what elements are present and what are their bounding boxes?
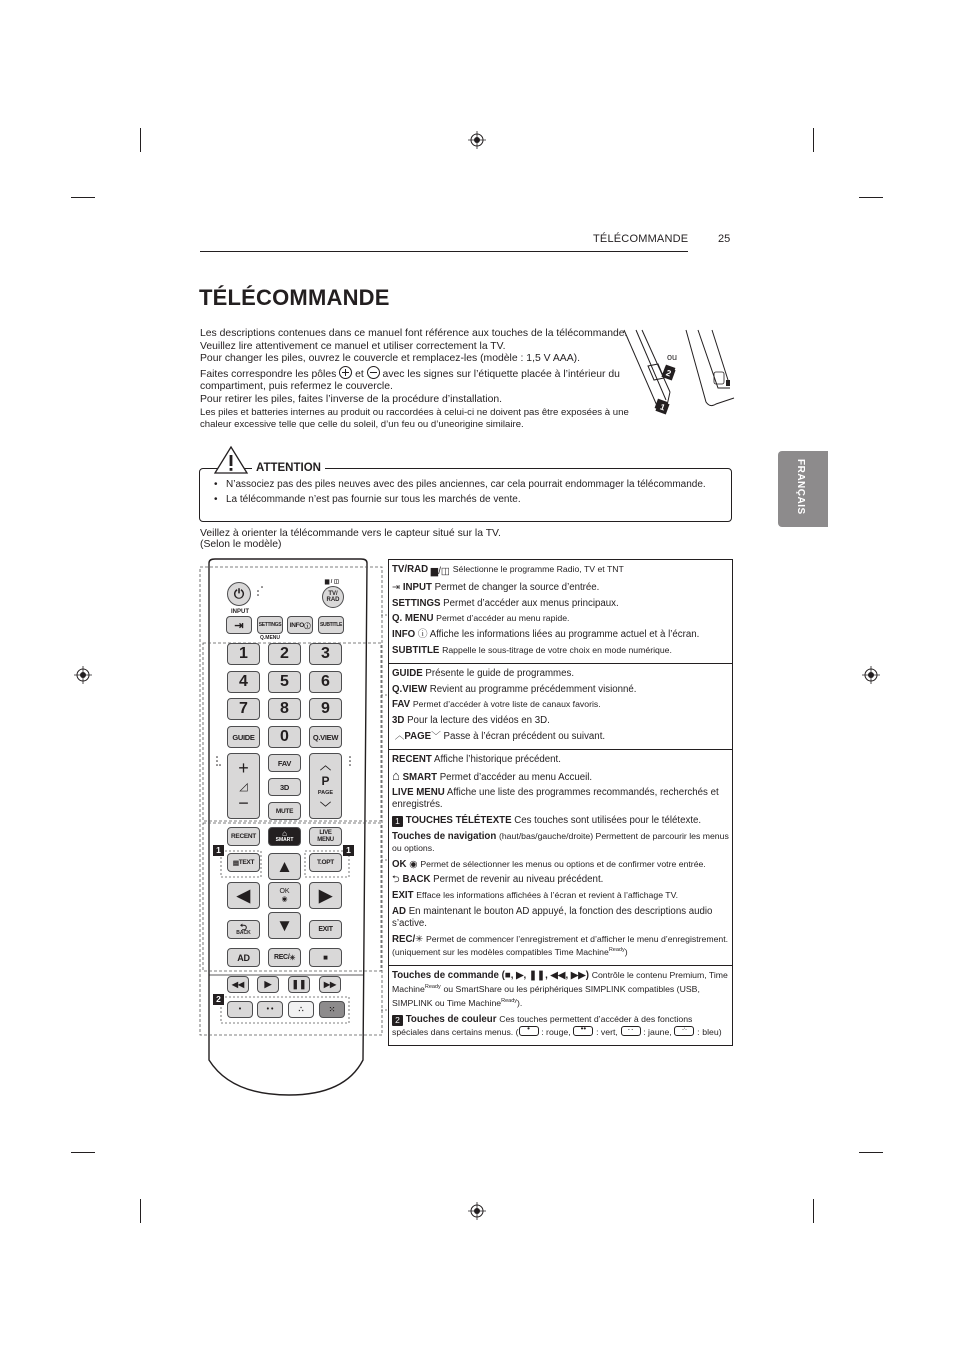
volume-rocker[interactable] — [227, 753, 260, 819]
desc-superscript: Ready — [424, 984, 441, 991]
fast-forward-icon: ▶▶ — [323, 980, 337, 989]
desc-item-rec — [392, 934, 729, 960]
battery-or-label: ou — [667, 352, 678, 362]
arrow-right-icon: ▶ — [318, 885, 333, 905]
arrow-up-icon: ▲ — [276, 856, 293, 876]
play-icon: ▶ — [264, 979, 272, 989]
desc-key: Q. MENU — [392, 613, 434, 625]
desc-text: Permet de commencer l’enregistrement et d’afficher le menu d’enregistrement.(uniquement sur les modèles compatibles Time Machine — [392, 933, 729, 958]
desc-text: ou SmartShare ou les périphériques SIMPLINK compatibles (USB, SIMPLINK ou Time Machine — [392, 984, 700, 1009]
desc-key: Q.VIEW — [392, 683, 427, 695]
rec-label: REC/ — [273, 954, 290, 961]
desc-text: (haut/bas/gauche/droite) Permettent de parcourir les menus ou options. — [392, 830, 729, 853]
yellow-key-icon — [621, 1026, 641, 1036]
tv-radio-icon: ▆/◫ — [430, 566, 451, 577]
blue-key-icon — [674, 1026, 694, 1036]
desc-item-tvrad — [392, 564, 729, 578]
fav-button[interactable]: FAV — [268, 754, 301, 772]
marker-1-icon: 1 — [392, 816, 403, 827]
desc-item-page — [392, 731, 729, 743]
intro-paragraph: Les piles et batteries internes au produit ou raccordées à celui-ci ne doivent pas être exposées à une chaleur excessive telle que celle du soleil, d’un feu ou d’uneorigine similaire. — [200, 406, 629, 431]
desc-key: GUIDE — [392, 667, 423, 679]
input-icon: ⇥ — [392, 581, 401, 593]
key-description-table — [388, 559, 733, 1046]
topt-button[interactable]: T.OPT — [309, 853, 342, 872]
desc-text: Permet d’accéder à votre liste de canaux favoris. — [412, 699, 601, 710]
mute-button[interactable]: MUTE — [268, 802, 301, 820]
red-dot-icon: • — [238, 1006, 242, 1013]
desc-text: Permet de sélectionner les menus ou options et de confirmer votre entrée. — [420, 858, 706, 869]
plus-pole-icon — [339, 366, 352, 379]
exit-button[interactable]: EXIT — [309, 920, 342, 939]
crop-mark — [813, 1199, 814, 1223]
minus-pole-icon — [367, 366, 380, 379]
desc-item-qview — [392, 684, 729, 696]
desc-key: TOUCHES TÉLÉTEXTE — [405, 814, 512, 826]
description-section-4 — [389, 966, 732, 1045]
desc-text: Pour la lecture des vidéos en 3D. — [407, 715, 550, 727]
desc-text: : — [697, 1027, 700, 1038]
subtitle-button[interactable]: SUBTITLE — [318, 616, 344, 634]
desc-key: RECENT — [392, 753, 432, 765]
desc-item-subtitle — [392, 645, 729, 657]
intro-paragraph: Pour retirer les piles, faites l’inverse de la procédure d’installation. — [200, 393, 503, 405]
chevron-up-icon: ︿ — [394, 730, 405, 742]
desc-item-command-keys — [392, 970, 729, 1010]
desc-item-navigation — [392, 831, 729, 855]
orientation-note — [200, 529, 600, 550]
desc-key: INPUT — [402, 581, 432, 593]
rec-star-icon: ✳ — [415, 933, 424, 945]
desc-key: REC/ — [392, 933, 416, 945]
desc-key: Touches de commande ( — [392, 970, 505, 982]
intro-fragment: Faites correspondre les pôles — [200, 368, 337, 380]
battery-step-1: 1 — [655, 400, 669, 414]
chevron-down-icon: ﹀ — [320, 801, 331, 814]
description-section-3 — [389, 750, 732, 967]
desc-key: 3D — [392, 715, 405, 727]
pause-icon: ❚❚ — [291, 979, 307, 989]
desc-text: ). — [517, 998, 523, 1009]
orientation-note-line: (Selon le modèle) — [200, 538, 282, 550]
back-icon: ⮌ — [239, 921, 248, 932]
digit-7-button[interactable]: 7 — [227, 698, 260, 720]
desc-key: EXIT — [392, 890, 414, 902]
live-menu-button[interactable] — [309, 827, 342, 846]
desc-key: SUBTITLE — [392, 644, 440, 656]
intro-paragraph — [200, 366, 640, 394]
guide-button[interactable]: GUIDE — [227, 726, 260, 748]
live-menu-label: MENU — [317, 836, 334, 843]
intro-paragraph: Pour changer les piles, ouvrez le couvercle et remplacez-les (modèle : 1,5 V AAA). — [200, 353, 581, 365]
desc-text: Permet d’accéder au menu rapide. — [436, 613, 570, 624]
desc-text: Ces touches permettent d’accéder à des fonctions spéciales dans certains menus. ( — [392, 1014, 693, 1038]
desc-text: : vert, — [596, 1027, 618, 1038]
ok-icon: ◉ — [281, 895, 288, 903]
teletext-marker-left: 1 — [213, 845, 224, 856]
yellow-dots-icon: ∴ — [298, 1005, 304, 1014]
desc-key: TV/RAD — [392, 564, 429, 575]
text-label: TEXT — [238, 859, 255, 866]
page-rocker[interactable] — [309, 753, 342, 819]
rec-button[interactable] — [268, 948, 301, 967]
rec-star-icon: ✳ — [289, 954, 296, 962]
desc-text: Sélectionne le programme Radio, TV et TNT — [452, 564, 624, 574]
registration-mark-icon — [862, 666, 880, 684]
desc-key: INFO — [392, 629, 416, 641]
desc-key: FAV — [392, 699, 411, 711]
tv-rad-label: TV/ — [328, 591, 338, 597]
digit-6-button[interactable]: 6 — [309, 671, 342, 693]
teletext-icon: ▤ — [232, 859, 239, 867]
desc-text: Ces touches sont utilisées pour le télétexte. — [514, 814, 702, 826]
desc-text: bleu) — [702, 1027, 722, 1038]
page-p-label: P — [321, 774, 330, 789]
desc-text: Permet de changer la source d’entrée. — [434, 581, 600, 593]
language-tab — [778, 451, 828, 527]
intro-fragment: et — [355, 368, 364, 380]
ok-icon: ◉ — [409, 858, 418, 870]
green-button[interactable] — [257, 1001, 283, 1018]
stop-button[interactable] — [309, 948, 342, 967]
tv-rad-label: RAD — [326, 597, 340, 603]
pause-button[interactable] — [288, 976, 310, 993]
red-button[interactable] — [227, 1001, 253, 1018]
desc-text: Permet d’accéder aux menus principaux. — [443, 597, 619, 609]
desc-item-back — [392, 874, 729, 886]
desc-text: Affiche une liste des programmes recommandés, recherchés et enregistrés. — [392, 787, 719, 811]
desc-item-fav — [392, 699, 729, 711]
back-button[interactable] — [227, 920, 260, 939]
rewind-icon: ◀◀ — [231, 980, 245, 989]
crop-mark — [71, 197, 95, 198]
blue-dots-icon: ⁙ — [328, 1005, 336, 1014]
desc-item-smart — [392, 767, 729, 784]
intro-text — [200, 328, 640, 432]
tv-rad-icon-label: ▆ / ◫ — [325, 579, 340, 585]
chevron-up-icon: ︿ — [320, 760, 331, 772]
warning-triangle-icon — [213, 445, 249, 475]
page-number: 25 — [718, 233, 731, 245]
rewind-button[interactable] — [227, 976, 249, 993]
desc-key: LIVE MENU — [392, 787, 445, 799]
nav-down-button[interactable] — [268, 912, 301, 939]
volume-icon: ◿ — [239, 780, 248, 793]
ad-button[interactable]: AD — [227, 948, 260, 967]
recent-button[interactable]: RECENT — [227, 827, 260, 846]
registration-mark-icon — [468, 1202, 486, 1220]
digit-0-button[interactable]: 0 — [268, 726, 301, 748]
marker-2-icon: 2 — [392, 1015, 403, 1026]
info-icon: ⓘ — [417, 629, 428, 641]
desc-text: Permet d’accéder au menu Accueil. — [439, 771, 593, 783]
arrow-down-icon: ▼ — [276, 915, 293, 935]
battery-cover-illustration — [618, 328, 736, 418]
desc-item-exit — [392, 890, 729, 902]
desc-text: Présente le guide de programmes. — [425, 667, 575, 679]
input-button[interactable] — [226, 616, 252, 634]
power-button[interactable] — [227, 582, 251, 606]
ok-label: OK — [279, 887, 290, 895]
desc-key: SMART — [402, 771, 438, 783]
digit-4-button[interactable]: 4 — [227, 671, 260, 693]
desc-item-settings — [392, 598, 729, 610]
digit-9-button[interactable]: 9 — [309, 698, 342, 720]
desc-superscript: Ready — [608, 947, 625, 954]
yellow-button[interactable] — [288, 1001, 314, 1018]
desc-text: Contrôle le contenu Premium, Time Machine — [392, 970, 728, 995]
desc-item-recent — [392, 754, 729, 766]
color-keys-marker: 2 — [213, 994, 224, 1005]
crop-mark — [859, 1152, 883, 1153]
live-menu-label: LIVE — [319, 829, 332, 836]
input-label: INPUT — [231, 609, 249, 615]
desc-item-info — [392, 629, 729, 641]
green-dots-icon: • • — [266, 1006, 274, 1013]
desc-key: ) — [585, 970, 589, 982]
desc-key: Touches de navigation — [392, 830, 497, 842]
intro-paragraph: Les descriptions contenues dans ce manuel font référence aux touches de la télécommande. — [200, 328, 628, 339]
fast-forward-button[interactable] — [319, 976, 341, 993]
attention-label: ATTENTION — [252, 462, 325, 474]
qmenu-label: Q.MENU — [260, 635, 280, 641]
desc-text: Affiche les informations liées au programme actuel et à l’écran. — [429, 629, 700, 641]
desc-item-live-menu — [392, 787, 729, 811]
desc-key: Touches de couleur — [405, 1014, 497, 1026]
ok-button[interactable] — [268, 882, 301, 909]
attention-item: • La télécommande n’est pas fournie sur tous les marchés de vente. — [214, 493, 714, 506]
desc-item-qmenu — [392, 613, 729, 625]
intro-paragraph: Veuillez lire attentivement ce manuel et utiliser correctement la TV. — [200, 340, 506, 352]
info-icon: ⓘ — [304, 622, 311, 630]
desc-text: Affiche l’historique précédent. — [434, 753, 561, 765]
volume-down-icon: − — [238, 793, 249, 813]
arrow-left-icon: ◀ — [236, 885, 251, 905]
digit-5-button[interactable]: 5 — [268, 671, 301, 693]
desc-text: : jaune, — [643, 1027, 672, 1038]
teletext-marker-right: 1 — [343, 845, 354, 856]
desc-text: Revient au programme précédemment visionné. — [429, 683, 637, 695]
description-section-2 — [389, 664, 732, 750]
smart-label: SMART — [275, 836, 294, 843]
digit-2-button[interactable]: 2 — [268, 643, 301, 665]
crop-mark — [140, 1199, 141, 1223]
back-icon: ⮌ — [392, 874, 400, 886]
desc-item-guide — [392, 668, 729, 680]
digit-3-button[interactable]: 3 — [309, 643, 342, 665]
nav-right-button[interactable] — [309, 882, 342, 909]
desc-text: Efface les informations affichées à l’écran et revient à l’affichage TV. — [416, 890, 678, 901]
desc-item-ad — [392, 906, 729, 930]
green-key-icon — [573, 1026, 593, 1036]
info-button[interactable] — [287, 616, 313, 634]
nav-left-button[interactable] — [227, 882, 260, 909]
attention-item: • N’associez pas des piles neuves avec des piles anciennes, car cela pourrait endommager la télécommande. — [214, 478, 714, 491]
volume-up-icon: + — [238, 758, 249, 778]
desc-superscript: Ready — [501, 998, 518, 1005]
crop-mark — [71, 1152, 95, 1153]
text-button[interactable] — [227, 853, 260, 872]
page-title: TÉLÉCOMMANDE — [199, 285, 390, 310]
power-icon: ⏻ — [233, 586, 245, 601]
blue-button[interactable] — [319, 1001, 345, 1018]
registration-mark-icon — [74, 666, 92, 684]
desc-key: OK — [392, 858, 407, 870]
play-button[interactable] — [257, 976, 279, 993]
smart-button[interactable] — [268, 827, 301, 846]
orientation-note-line: Veillez à orienter la télécommande vers le capteur situé sur la TV. — [200, 528, 501, 539]
attention-list — [214, 478, 714, 508]
header-rule — [200, 251, 688, 252]
qview-button[interactable]: Q.VIEW — [309, 726, 342, 748]
desc-text: Permet de revenir au niveau précédent. — [433, 874, 604, 886]
desc-text: ) — [624, 947, 628, 958]
digit-1-button[interactable]: 1 — [227, 643, 260, 665]
page-label: PAGE — [317, 789, 334, 796]
home-icon: ⌂ — [392, 767, 400, 783]
desc-key: PAGE — [404, 730, 432, 742]
stop-icon: ■ — [323, 953, 328, 962]
intro-fragment: avec les signes sur l’étiquette placée à l’intérieur du compartiment, puis refermez le couvercle. — [200, 368, 620, 393]
chevron-down-icon: ﹀ — [431, 730, 441, 742]
desc-item-teletext — [392, 815, 729, 827]
three-d-button[interactable]: 3D — [268, 778, 301, 796]
desc-text: : rouge, — [541, 1027, 571, 1038]
info-label: INFO — [289, 621, 305, 629]
desc-key: AD — [392, 905, 406, 917]
desc-text: Rappelle le sous-titrage de votre choix en mode numérique. — [442, 644, 672, 655]
desc-text: En maintenant le bouton AD appuyé, la fonction des descriptions audio s’active. — [392, 905, 713, 929]
tv-rad-button[interactable] — [322, 586, 344, 608]
desc-item-input — [392, 582, 729, 594]
language-tab-label: FRANÇAIS — [795, 459, 806, 515]
crop-mark — [813, 128, 814, 152]
battery-step-2: 2 — [661, 366, 675, 380]
back-label: BACK — [236, 929, 251, 936]
desc-key: SETTINGS — [392, 597, 441, 609]
desc-item-3d — [392, 715, 729, 727]
red-key-icon — [519, 1026, 539, 1036]
settings-button[interactable]: SETTINGS — [257, 616, 283, 634]
desc-key: BACK — [402, 874, 431, 886]
registration-mark-icon — [468, 131, 486, 149]
home-icon: ⌂ — [282, 828, 287, 838]
crop-mark — [859, 197, 883, 198]
desc-item-color-keys — [392, 1014, 729, 1039]
desc-text: Passe à l’écran précédent ou suivant. — [443, 730, 606, 742]
desc-item-ok — [392, 859, 729, 871]
input-icon: ⇥ — [234, 619, 244, 632]
media-keys-icon: ■, ▶, ❚❚, ◀◀, ▶▶ — [504, 970, 586, 982]
running-header: TÉLÉCOMMANDE — [593, 233, 689, 245]
description-section-1 — [389, 560, 732, 664]
digit-8-button[interactable]: 8 — [268, 698, 301, 720]
crop-mark — [140, 128, 141, 152]
nav-up-button[interactable] — [268, 853, 301, 880]
